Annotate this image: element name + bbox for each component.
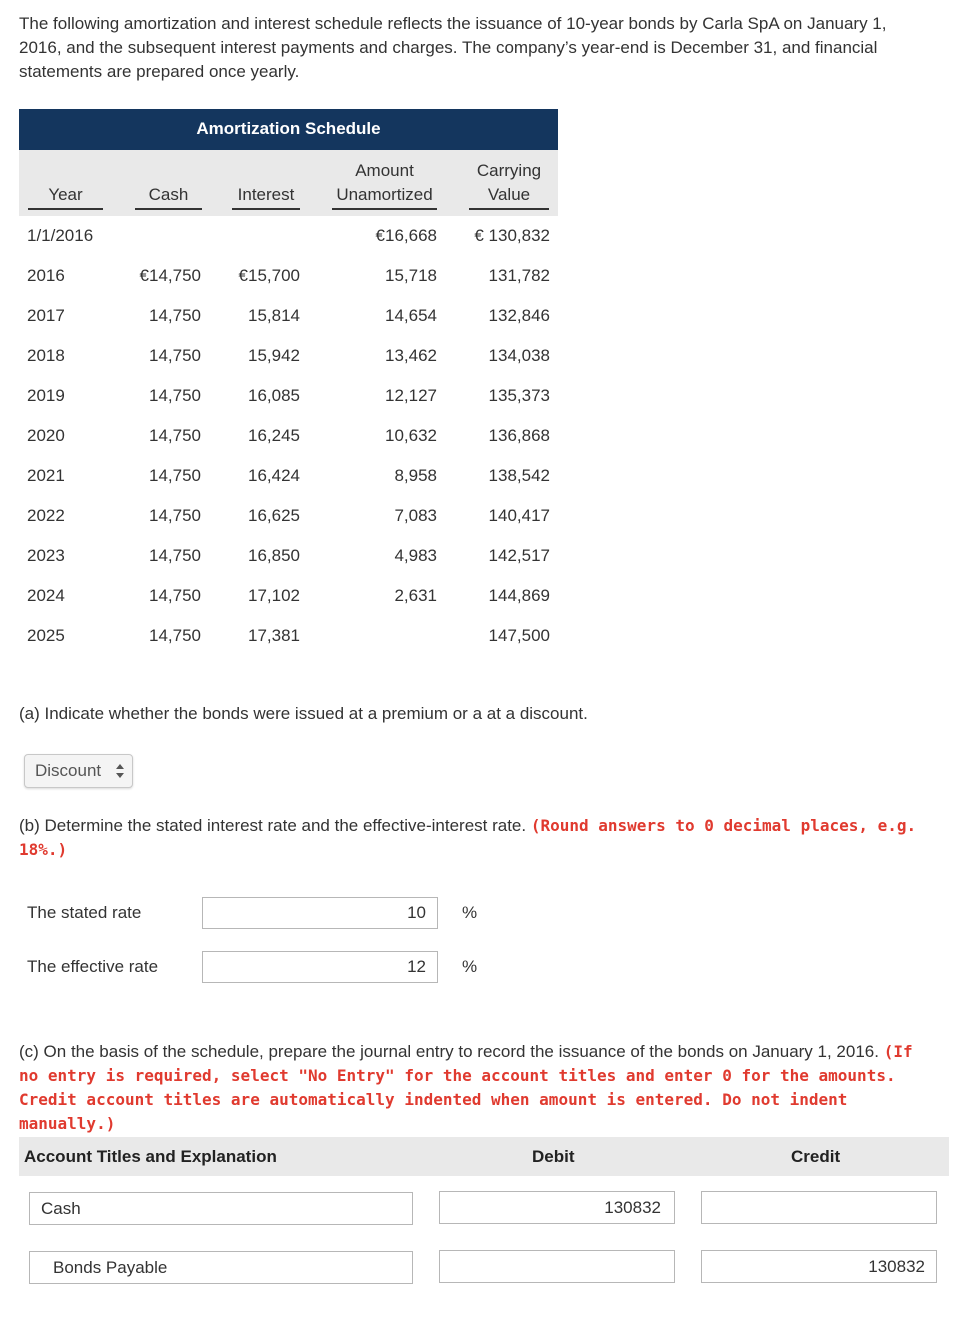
row-cash: 14,750 <box>149 586 201 605</box>
row-amount-unamortized: 15,718 <box>385 266 437 285</box>
row-carrying-value: 144,869 <box>488 586 550 605</box>
schedule-row <box>19 456 558 496</box>
row-interest: 17,381 <box>248 626 300 645</box>
header-interest: Interest <box>232 183 300 210</box>
header-cash: Cash <box>135 183 202 210</box>
account-title-input[interactable]: Bonds Payable <box>29 1251 413 1284</box>
row-interest: 16,625 <box>248 506 300 525</box>
row-carrying-value: 132,846 <box>488 306 550 325</box>
row-interest: 15,942 <box>248 346 300 365</box>
problem-intro: The following amortization and interest schedule reflects the issuance of 10-year bonds by Carla SpA on January 1, 2016, and the subsequent interest payments and charges. The company’s year-end is December 31, and financial statements are prepared once yearly. <box>19 14 887 81</box>
row-year: 2019 <box>27 386 65 405</box>
row-cash: 14,750 <box>149 386 201 405</box>
header-amount-unamortized <box>332 159 437 210</box>
row-year: 2023 <box>27 546 65 565</box>
row-cash: 14,750 <box>149 346 201 365</box>
row-year: 2021 <box>27 466 65 485</box>
part-c-question <box>19 1040 934 1136</box>
row-amount-unamortized: 4,983 <box>394 546 437 565</box>
row-interest: 16,850 <box>248 546 300 565</box>
part-a-question: (a) Indicate whether the bonds were issued at a premium or a at a discount. <box>19 704 588 723</box>
select-value: Discount <box>35 761 102 780</box>
row-carrying-value: 142,517 <box>488 546 550 565</box>
effective-rate-input[interactable]: 12 <box>202 951 438 983</box>
row-amount-unamortized: 13,462 <box>385 346 437 365</box>
part-c-question-text: (c) On the basis of the schedule, prepare the journal entry to record the issuance of the bonds on January 1, 2016. <box>19 1042 884 1061</box>
row-cash: 14,750 <box>149 626 201 645</box>
row-year: 2024 <box>27 586 65 605</box>
schedule-header <box>19 150 558 216</box>
header-debit: Debit <box>532 1147 575 1166</box>
row-cash: 14,750 <box>149 546 201 565</box>
premium-discount-select[interactable] <box>24 754 133 788</box>
credit-input[interactable] <box>701 1191 937 1224</box>
header-account-titles: Account Titles and Explanation <box>24 1147 277 1166</box>
row-year: 2016 <box>27 266 65 285</box>
row-amount-unamortized: €16,668 <box>375 226 437 245</box>
header-carrying-line2: Value <box>487 185 531 204</box>
credit-input[interactable]: 130832 <box>701 1250 937 1283</box>
part-c-hint: (If no entry is required, select "No Entry" for the account titles and enter 0 for the amounts. Credit account titles are automatically indented when amount is entered. Do not indent manually.) <box>19 1042 913 1133</box>
schedule-row <box>19 336 558 376</box>
row-carrying-value: € 130,832 <box>474 226 550 245</box>
header-carrying-value <box>469 159 549 210</box>
row-cash: 14,750 <box>149 506 201 525</box>
row-interest: €15,700 <box>238 266 300 285</box>
header-amount-line1: Amount <box>355 161 414 180</box>
row-amount-unamortized: 14,654 <box>385 306 437 325</box>
schedule-row <box>19 376 558 416</box>
row-amount-unamortized: 10,632 <box>385 426 437 445</box>
schedule-row <box>19 616 558 656</box>
header-amount-line2: Unamortized <box>336 185 433 204</box>
row-cash: 14,750 <box>149 306 201 325</box>
row-carrying-value: 140,417 <box>488 506 550 525</box>
row-cash: 14,750 <box>149 466 201 485</box>
schedule-row <box>19 296 558 336</box>
schedule-row <box>19 256 558 296</box>
row-carrying-value: 138,542 <box>488 466 550 485</box>
row-carrying-value: 134,038 <box>488 346 550 365</box>
row-carrying-value: 147,500 <box>488 626 550 645</box>
row-year: 2020 <box>27 426 65 445</box>
row-interest: 16,424 <box>248 466 300 485</box>
part-b-question <box>19 814 934 862</box>
row-interest: 15,814 <box>248 306 300 325</box>
row-amount-unamortized: 8,958 <box>394 466 437 485</box>
row-year: 2017 <box>27 306 65 325</box>
stated-rate-label: The stated rate <box>27 903 142 922</box>
row-carrying-value: 131,782 <box>488 266 550 285</box>
schedule-row <box>19 216 558 256</box>
row-cash: 14,750 <box>149 426 201 445</box>
effective-rate-percent: % <box>462 957 478 976</box>
row-year: 2018 <box>27 346 65 365</box>
schedule-row <box>19 496 558 536</box>
account-title-input[interactable]: Cash <box>29 1192 413 1225</box>
row-amount-unamortized: 12,127 <box>385 386 437 405</box>
row-amount-unamortized: 7,083 <box>394 506 437 525</box>
schedule-row <box>19 576 558 616</box>
effective-rate-label: The effective rate <box>27 957 159 976</box>
stated-rate-percent: % <box>462 903 478 922</box>
debit-input[interactable] <box>439 1250 675 1283</box>
journal-entry-header <box>19 1137 949 1176</box>
header-carrying-line1: Carrying <box>476 161 542 180</box>
row-year: 2022 <box>27 506 65 525</box>
row-year: 1/1/2016 <box>27 226 94 245</box>
row-interest: 16,245 <box>248 426 300 445</box>
row-cash: €14,750 <box>139 266 201 285</box>
row-carrying-value: 135,373 <box>488 386 550 405</box>
stated-rate-input[interactable]: 10 <box>202 897 438 929</box>
select-arrows-icon <box>116 764 124 778</box>
schedule-row <box>19 536 558 576</box>
row-carrying-value: 136,868 <box>488 426 550 445</box>
row-interest: 17,102 <box>248 586 300 605</box>
row-year: 2025 <box>27 626 65 645</box>
part-b-hint: (Round answers to 0 decimal places, e.g. 18%.) <box>19 816 917 859</box>
row-interest: 16,085 <box>248 386 300 405</box>
schedule-row <box>19 416 558 456</box>
row-amount-unamortized: 2,631 <box>394 586 437 605</box>
schedule-title: Amortization Schedule <box>19 109 558 150</box>
header-credit: Credit <box>791 1147 841 1166</box>
debit-input[interactable]: 130832 <box>439 1191 675 1224</box>
part-b-question-text: (b) Determine the stated interest rate and the effective-interest rate. <box>19 816 531 835</box>
header-year: Year <box>28 183 103 210</box>
